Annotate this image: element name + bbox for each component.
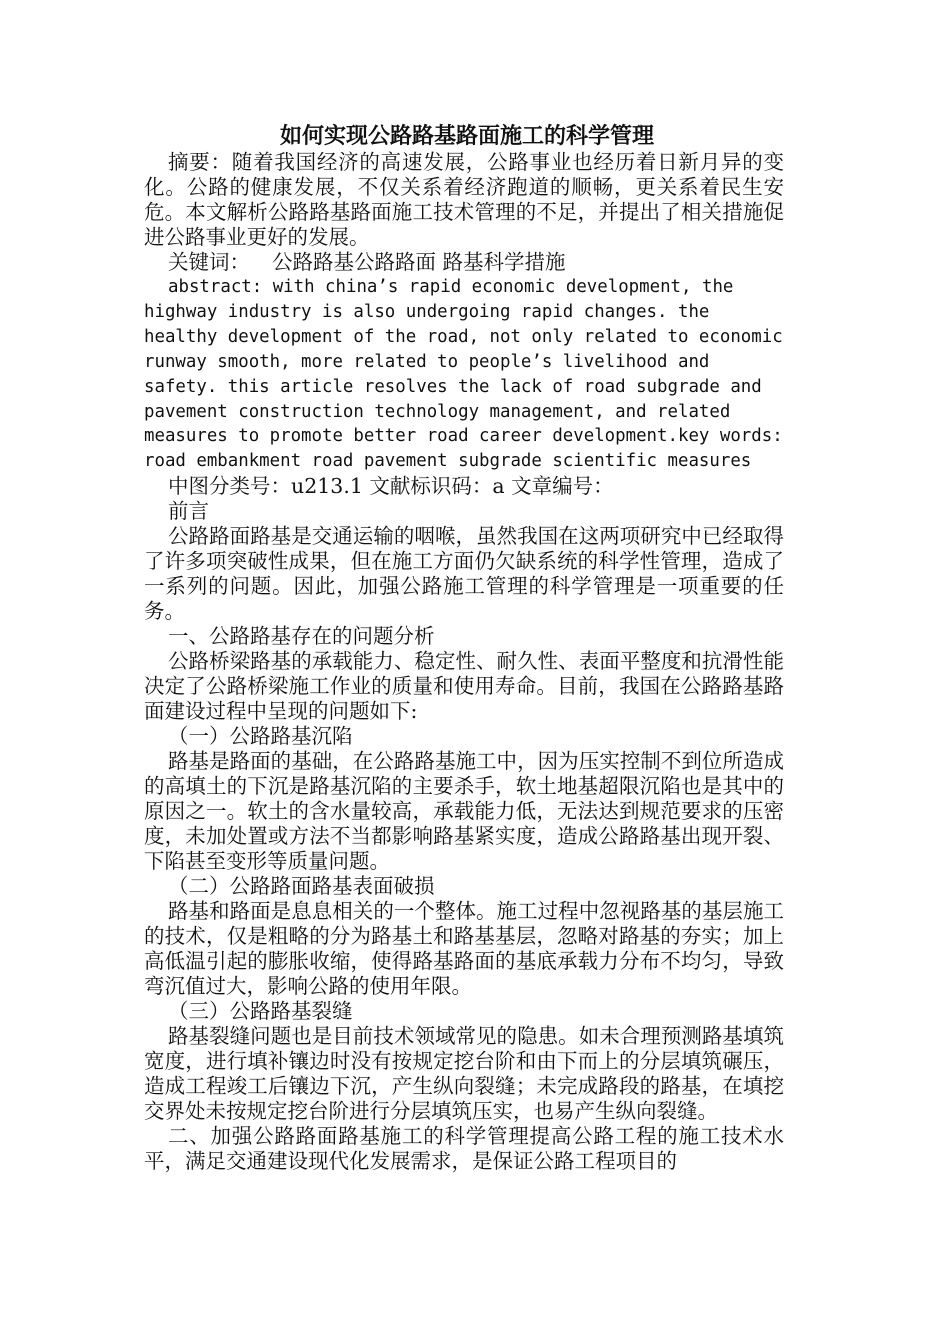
subsection3-paragraph: 路基裂缝问题也是目前技术领域常见的隐患。如未合理预测路基填筑宽度，进行填补镶边时没有按规定挖台阶和由下而上的分层填筑碾压，造成工程竣工后镶边下沉，产生纵向裂缝；未完成路段的路基，在填挖交界处未按规定挖台阶进行分层填筑压实，也易产生纵向裂缝。 <box>144 1024 784 1124</box>
keywords-label: 关键词： <box>168 250 250 274</box>
subsection3-heading: （三）公路路基裂缝 <box>168 999 353 1024</box>
subsection2-paragraph: 路基和路面是息息相关的一个整体。施工过程中忽视路基的基层施工的技术，仅是粗略的分为路基土和路基基层，忽略对路基的夯实；加上高低温引起的膨胀收缩，使得路基路面的基底承载力分布不均匀，导致弯沉值过大，影响公路的使用年限。 <box>144 899 784 999</box>
keywords-line <box>144 250 784 275</box>
classification-line: 中图分类号：u213.1 文献标识码：a 文章编号： <box>168 474 614 499</box>
section1-heading: 一、公路路基存在的问题分析 <box>168 624 435 649</box>
preface-paragraph: 公路路面路基是交通运输的咽喉，虽然我国在这两项研究中已经取得了许多项突破性成果，但在施工方面仍欠缺系统的科学性管理，造成了一系列的问题。因此，加强公路施工管理的科学管理是一项重要的任务。 <box>144 524 784 624</box>
document-page <box>144 122 784 1174</box>
abstract-english: abstract: with china’s rapid economic development, the highway industry is also undergoing rapid changes. the healthy development of the road, not only related to economic runway smooth, more related to people’s livelihood and safety. this article resolves the lack of road subgrade and pavement construction technology management, and related measures to promote better road career development.key words: road embankment road pavement subgrade scientific measures <box>144 277 783 472</box>
preface-heading: 前言 <box>168 499 209 524</box>
section2-paragraph: 二、加强公路路面路基施工的科学管理提高公路工程的施工技术水平，满足交通建设现代化发展需求，是保证公路工程项目的 <box>144 1124 784 1174</box>
subsection1-paragraph: 路基是路面的基础，在公路路基施工中，因为压实控制不到位所造成的高填土的下沉是路基沉陷的主要杀手，软土地基超限沉陷也是其中的原因之一。软土的含水量较高，承载能力低，无法达到规范要求的压密度，未加处置或方法不当都影响路基紧实度，造成公路路基出现开裂、下陷甚至变形等质量问题。 <box>144 749 784 874</box>
section1-paragraph: 公路桥梁路基的承载能力、稳定性、耐久性、表面平整度和抗滑性能决定了公路桥梁施工作业的质量和使用寿命。目前，我国在公路路基路面建设过程中呈现的问题如下: <box>144 649 784 724</box>
subsection1-heading: （一）公路路基沉陷 <box>168 724 353 749</box>
subsection2-heading: （二）公路路面路基表面破损 <box>168 874 435 899</box>
keywords-text: 公路路基公路路面 路基科学措施 <box>272 250 566 274</box>
document-title: 如何实现公路路基路面施工的科学管理 <box>279 123 654 149</box>
abstract-chinese: 摘要：随着我国经济的高速发展，公路事业也经历着日新月异的变化。公路的健康发展，不仅关系着经济跑道的顺畅，更关系着民生安危。本文解析公路路基路面施工技术管理的不足，并提出了相关措施促进公路事业更好的发展。 <box>144 150 784 249</box>
